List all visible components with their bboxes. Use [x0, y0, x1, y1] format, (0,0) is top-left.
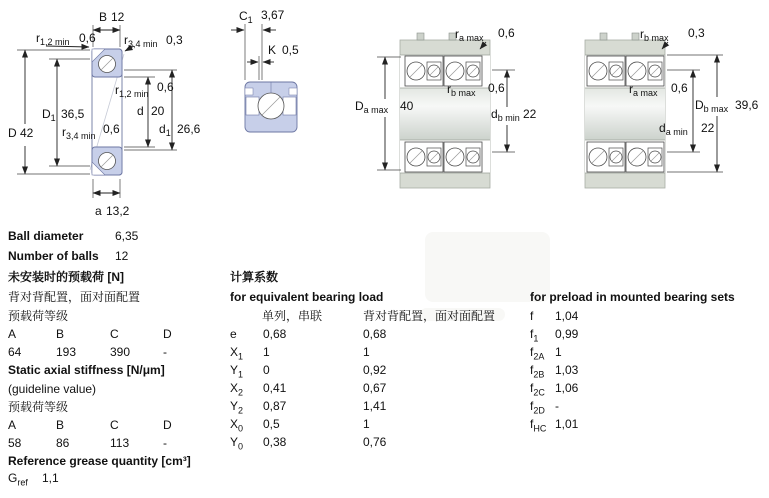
factors-title: 计算系数 [230, 270, 279, 284]
stiffness-value-a: 58 [8, 436, 22, 450]
equivalent-load-col2-header: 背对背配置，面对面配置 [363, 309, 496, 323]
dim-value-rb-max-2: 0,3 [688, 26, 705, 40]
preload-factor-label: $f_{2C}$ [530, 381, 545, 398]
factor-row-v1: 0,5 [263, 417, 280, 431]
grease-value: 1,1 [42, 471, 59, 485]
stiffness-subtitle: (guideline value) [8, 382, 97, 396]
dim-value-C1: 3,67 [261, 8, 285, 22]
dim-value-K: 0,5 [282, 43, 299, 57]
grease-symbol: $G_{ref}$ [8, 471, 28, 488]
ball-diameter-value: 6,35 [115, 229, 139, 243]
ball-diameter-label: Ball diameter [8, 229, 84, 243]
preload-header-d: D [163, 327, 172, 341]
dim-value-rb-max-1: 0,6 [488, 81, 505, 95]
preload-value-b: 193 [56, 345, 77, 359]
factor-row-v1: 0,68 [263, 327, 287, 341]
stiffness-class-label: 预载荷等级 [8, 400, 69, 414]
grease-title: Reference grease quantity [cm³] [8, 454, 191, 468]
dim-label-ra-max-1: $r_{a max}$ [455, 27, 484, 43]
dim-value-d1: 26,6 [177, 122, 201, 136]
stiffness-value-d: - [163, 436, 167, 450]
factor-row-label: $Y_0$ [230, 435, 244, 452]
stiffness-header-a: A [8, 418, 17, 432]
factor-row-v1: 0,38 [263, 435, 287, 449]
dim-label-D1: $D_1$ [42, 107, 56, 123]
dim-label-K: K [268, 43, 277, 57]
preload-class-label: 预载荷等级 [8, 309, 69, 323]
preload-factor-value: 1,04 [555, 309, 579, 323]
preload-header-b: B [56, 327, 65, 341]
dim-label-r34-mid: $r_{3,4 min}$ [62, 125, 96, 141]
dim-label-r34-top: $r_{3,4 min}$ [124, 33, 158, 49]
dim-label-B: B [99, 10, 108, 24]
preload-value-c: 390 [110, 345, 131, 359]
number-of-balls-label: Number of balls [8, 249, 99, 263]
dim-value-r34-top: 0,3 [166, 33, 183, 47]
preload-value-d: - [163, 345, 167, 359]
preload-factor-value: 1 [555, 345, 562, 359]
preload-unmounted-title: 未安装时的预载荷 [N] [8, 270, 124, 284]
preload-factor-label: $f_{2D}$ [530, 399, 545, 416]
mounted-pair-drawing-1 [400, 33, 490, 188]
stiffness-title: Static axial stiffness [N/μm] [8, 363, 165, 377]
factor-row-v1: 0 [263, 363, 270, 377]
dim-value-db-min: 22 [523, 107, 537, 121]
factor-row-label: $X_1$ [230, 345, 244, 362]
dim-label-D: D [8, 126, 17, 140]
factor-row-v1: 0,41 [263, 381, 287, 395]
dim-value-d: 20 [151, 104, 165, 118]
factor-row-v1: 0,87 [263, 399, 287, 413]
stiffness-header-c: C [110, 418, 119, 432]
dim-label-db-min: $d_{b min}$ [491, 107, 520, 123]
factor-row-label: $X_2$ [230, 381, 244, 398]
factor-row-label: $Y_1$ [230, 363, 244, 380]
section-bearing-drawing [245, 82, 297, 132]
factor-row-v2: 0,76 [363, 435, 387, 449]
dim-value-B: 12 [111, 10, 125, 24]
factor-row-v1: 1 [263, 345, 270, 359]
preload-header-c: C [110, 327, 119, 341]
dim-value-ra-max-1: 0,6 [498, 26, 515, 40]
number-of-balls-value: 12 [115, 249, 129, 263]
mounted-pair-drawing-2 [585, 33, 665, 188]
dim-label-C1: $C_1$ [239, 9, 253, 25]
dim-value-r34-mid: 0,6 [103, 122, 120, 136]
dim-label-Db-max: $D_{b max}$ [695, 98, 729, 114]
equivalent-load-col1-header: 单列，串联 [262, 309, 323, 323]
factor-row-v2: 1 [363, 345, 370, 359]
preload-factor-value: 1,03 [555, 363, 579, 377]
dim-label-a: a [95, 204, 102, 218]
factor-row-label: e [230, 327, 237, 341]
preload-factor-value: 0,99 [555, 327, 579, 341]
factor-row-v2: 0,92 [363, 363, 387, 377]
technical-drawings [0, 0, 769, 226]
dim-label-d: d [137, 104, 144, 118]
preload-factor-label: f [530, 309, 534, 323]
equivalent-load-title: for equivalent bearing load [230, 290, 384, 304]
factor-row-v2: 1 [363, 417, 370, 431]
dim-value-r12-top: 0,6 [79, 31, 96, 45]
factor-row-label: $Y_2$ [230, 399, 244, 416]
stiffness-header-b: B [56, 418, 65, 432]
stiffness-value-c: 113 [110, 436, 130, 450]
factor-row-v2: 0,68 [363, 327, 387, 341]
dim-value-D1: 36,5 [61, 107, 85, 121]
dim-label-r12-top: $r_{1,2 min}$ [36, 31, 70, 47]
section-bearing-labels [239, 8, 299, 57]
factor-row-v2: 0,67 [363, 381, 387, 395]
dim-label-da-min: $d_{a min}$ [659, 121, 688, 137]
dim-value-Da-max: 40 [400, 99, 414, 113]
dim-value-r12-mid: 0,6 [157, 80, 174, 94]
preload-factor-value: 1,01 [555, 417, 579, 431]
single-bearing-drawing [90, 49, 124, 175]
dim-label-Da-max: $D_{a max}$ [355, 99, 389, 115]
dim-label-rb-max-2: $r_{b max}$ [640, 27, 669, 43]
dim-label-r12-mid: $r_{1,2 min}$ [115, 83, 149, 99]
preload-mounted-title: for preload in mounted bearing sets [530, 290, 735, 304]
dim-label-ra-max-2: $r_{a max}$ [629, 82, 658, 98]
factor-row-label: $X_0$ [230, 417, 244, 434]
preload-unmounted-subtitle: 背对背配置，面对面配置 [8, 290, 141, 304]
preload-factor-value: 1,06 [555, 381, 579, 395]
preload-value-a: 64 [8, 345, 22, 359]
preload-factor-label: $f_{2A}$ [530, 345, 545, 362]
factor-row-v2: 1,41 [363, 399, 387, 413]
dim-label-rb-max-1: $r_{b max}$ [447, 82, 476, 98]
stiffness-header-d: D [163, 418, 172, 432]
preload-factor-label: $f_{2B}$ [530, 363, 545, 380]
preload-factor-value: - [555, 399, 559, 413]
preload-header-a: A [8, 327, 17, 341]
stiffness-value-b: 86 [56, 436, 70, 450]
preload-factor-label: $f_1$ [530, 327, 539, 344]
dim-label-d1: $d_1$ [159, 122, 171, 138]
dim-value-Db-max: 39,6 [735, 98, 759, 112]
dim-value-a: 13,2 [106, 204, 130, 218]
dim-value-ra-max-2: 0,6 [671, 81, 688, 95]
dim-value-da-min: 22 [701, 121, 715, 135]
dim-value-D: 42 [20, 126, 34, 140]
preload-factor-label: $f_{HC}$ [530, 417, 547, 434]
